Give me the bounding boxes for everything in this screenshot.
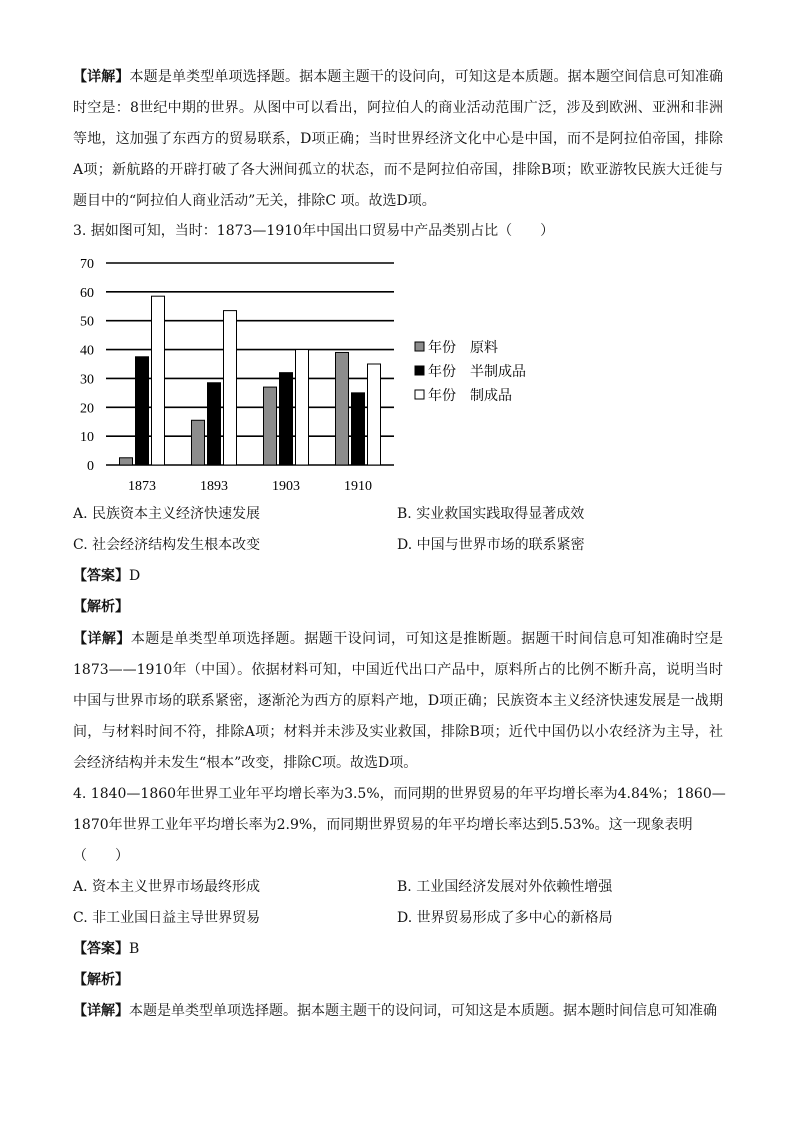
legend-swatch bbox=[415, 390, 424, 399]
q2-detail-paragraph bbox=[73, 62, 723, 217]
y-tick-label: 60 bbox=[80, 285, 94, 301]
chart-grid bbox=[106, 263, 394, 465]
bar-1873-2 bbox=[136, 357, 149, 465]
bar-1893-3 bbox=[224, 311, 237, 465]
q3-option-d[interactable]: D. 中国与世界市场的联系紧密 bbox=[397, 537, 585, 553]
q3-option-a[interactable]: A. 民族资本主义经济快速发展 bbox=[73, 506, 261, 522]
y-tick-label: 0 bbox=[87, 459, 94, 474]
legend-swatch bbox=[415, 342, 424, 351]
q3-detail-paragraph bbox=[73, 624, 723, 779]
q4-stem-line-2: 1870年世界工业年平均增长率为2.9%，而同期世界贸易的年平均增长率达到5.53%。这一现象表明 bbox=[73, 817, 693, 833]
q4-option-c[interactable]: C. 非工业国日益主导世界贸易 bbox=[73, 910, 261, 926]
q4-analysis-label: 【解析】 bbox=[73, 972, 129, 988]
q3-option-b[interactable]: B. 实业救国实践取得显著成效 bbox=[397, 506, 585, 522]
legend-swatch bbox=[415, 366, 424, 375]
bar-1893-1 bbox=[192, 420, 205, 465]
legend-label: 年份 原料 bbox=[428, 341, 498, 356]
q4-answer bbox=[73, 938, 139, 960]
bar-1893-2 bbox=[208, 383, 221, 465]
bar-1910-2 bbox=[352, 393, 365, 465]
q4-stem-line-1: 4. 1840—1860年世界工业年平均增长率为3.5%，而同期的世界贸易的年平均增长率为4.84%；1860— bbox=[73, 786, 726, 802]
q3-option-c[interactable]: C. 社会经济结构发生根本改变 bbox=[73, 537, 261, 553]
bar-1903-1 bbox=[264, 387, 277, 465]
detail-text: 本题是单类型单项选择题。据本题主题干的设问词，可知这是本质题。据本题时间信息可知准确 bbox=[129, 1003, 717, 1019]
bar-chart bbox=[60, 252, 540, 492]
x-axis-ticks bbox=[128, 479, 372, 492]
y-tick-label: 30 bbox=[80, 372, 94, 388]
bar-1903-3 bbox=[296, 350, 309, 465]
detail-label: 【详解】 bbox=[73, 631, 131, 647]
q4-detail-line bbox=[73, 1000, 717, 1022]
detail-label: 【详解】 bbox=[73, 1003, 129, 1019]
x-tick-label: 1903 bbox=[272, 479, 300, 492]
bar-1873-3 bbox=[152, 296, 165, 465]
q4-option-d[interactable]: D. 世界贸易形成了多中心的新格局 bbox=[397, 910, 613, 926]
q4-stem-paren: （ ） bbox=[73, 848, 129, 864]
y-tick-label: 20 bbox=[80, 401, 94, 417]
legend-label: 年份 半制成品 bbox=[428, 365, 526, 380]
answer-value: B bbox=[129, 941, 140, 957]
chart-legend bbox=[415, 339, 526, 404]
x-tick-label: 1873 bbox=[128, 479, 156, 492]
y-tick-label: 10 bbox=[80, 430, 94, 446]
bar-1910-1 bbox=[336, 352, 349, 465]
detail-text: 本题是单类型单项选择题。据题干设问词，可知这是推断题。据题干时间信息可知准确时空是1873——1910年（中国）。依据材料可知，中国近代出口产品中，原料所占的比例不断升高，说明当时中国与世界市场的联系紧密，逐渐沦为西方的原料产地，D项正确；民族资本主义经济快速发展是一战期间，与材料时间不符，排除A项；材料并未涉及实业救国，排除B项；近代中国仍以小农经济为主导，社会经济结构并未发生“根本”改变，排除C项。故选D项。 bbox=[73, 631, 724, 771]
answer-label: 【答案】 bbox=[73, 941, 129, 957]
x-tick-label: 1910 bbox=[344, 479, 372, 492]
q3-stem: 3. 据如图可知，当时：1873—1910年中国出口贸易中产品类别占比（ ） bbox=[73, 223, 555, 239]
q4-option-b[interactable]: B. 工业国经济发展对外依赖性增强 bbox=[397, 879, 613, 895]
legend-label: 年份 制成品 bbox=[428, 389, 512, 404]
y-tick-label: 50 bbox=[80, 314, 94, 330]
bar-1910-3 bbox=[368, 364, 381, 465]
q3-answer bbox=[73, 565, 140, 587]
x-tick-label: 1893 bbox=[200, 479, 228, 492]
detail-text: 本题是单类型单项选择题。据本题主题干的设问向，可知这是本质题。据本题空间信息可知准确时空是：8世纪中期的世界。从图中可以看出，阿拉伯人的商业活动范围广泛，涉及到欧洲、亚洲和非洲等地，这加强了东西方的贸易联系，D项正确；当时世界经济文化中心是中国，而不是阿拉伯帝国，排除A项；新航路的开辟打破了各大洲间孤立的状态，而不是阿拉伯帝国，排除B项；欧亚游牧民族大迁徙与题目中的“阿拉伯人商业活动”无关，排除C 项。故选D项。 bbox=[73, 69, 724, 209]
y-axis-ticks bbox=[80, 257, 94, 474]
detail-label: 【详解】 bbox=[73, 69, 130, 85]
y-tick-label: 70 bbox=[80, 257, 94, 272]
answer-value: D bbox=[129, 568, 141, 584]
q4-option-a[interactable]: A. 资本主义世界市场最终形成 bbox=[73, 879, 261, 895]
bar-1903-2 bbox=[280, 373, 293, 465]
bar-1873-1 bbox=[120, 458, 133, 465]
y-tick-label: 40 bbox=[80, 343, 94, 359]
answer-label: 【答案】 bbox=[73, 568, 129, 584]
q3-analysis-label: 【解析】 bbox=[73, 599, 129, 615]
